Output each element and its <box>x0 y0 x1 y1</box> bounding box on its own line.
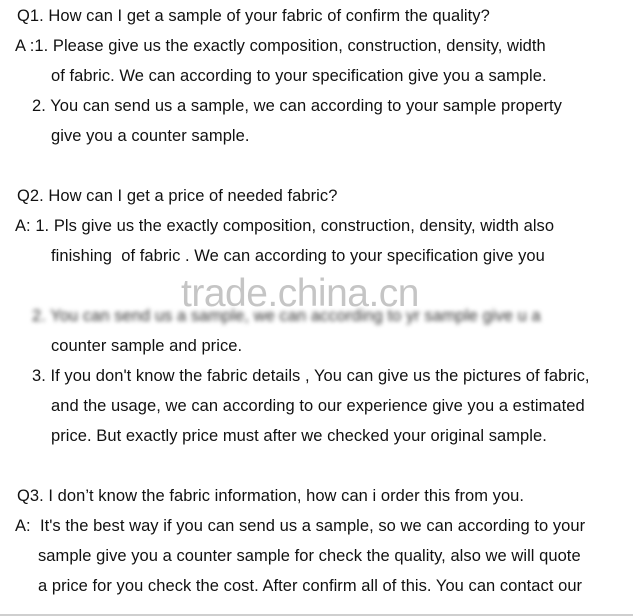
q2-answer-2-line-1-obscured: 2. You can send us a sample, we can according to yr sample give u a <box>32 307 541 325</box>
q3-question: Q3. I don’t know the fabric information, how can i order this from you. <box>17 487 525 505</box>
q2-answer-2-line-2: counter sample and price. <box>51 337 243 355</box>
q3-answer-line-2: sample give you a counter sample for check the quality, also we will quote <box>38 547 581 565</box>
q2-answer-3-line-2: and the usage, we can according to our experience give you a estimated <box>51 397 585 415</box>
q2-answer-1-line-1: A: 1. Pls give us the exactly composition, construction, density, width also <box>15 217 555 235</box>
q2-answer-1-line-2: finishing of fabric . We can according to your specification give you <box>51 247 545 265</box>
q2-answer-3-line-3: price. But exactly price must after we checked your original sample. <box>51 427 547 445</box>
q1-answer-2-line-2: give you a counter sample. <box>51 127 250 145</box>
q1-question: Q1. How can I get a sample of your fabric of confirm the quality? <box>17 7 490 25</box>
q3-answer-line-3: a price for you check the cost. After confirm all of this. You can contact our <box>38 577 583 595</box>
q1-answer-1-line-1: A :1. Please give us the exactly composition, construction, density, width <box>15 37 546 55</box>
q2-answer-3-line-1: 3. If you don't know the fabric details , You can give us the pictures of fabric, <box>32 367 590 385</box>
q3-answer-line-1: A: It's the best way if you can send us a sample, so we can according to your <box>15 517 586 535</box>
q2-question: Q2. How can I get a price of needed fabric? <box>17 187 338 205</box>
q1-answer-2-line-1: 2. You can send us a sample, we can according to your sample property <box>32 97 562 115</box>
watermark-text: trade.china.cn <box>181 272 419 315</box>
q1-answer-1-line-2: of fabric. We can according to your specification give you a sample. <box>51 67 547 85</box>
